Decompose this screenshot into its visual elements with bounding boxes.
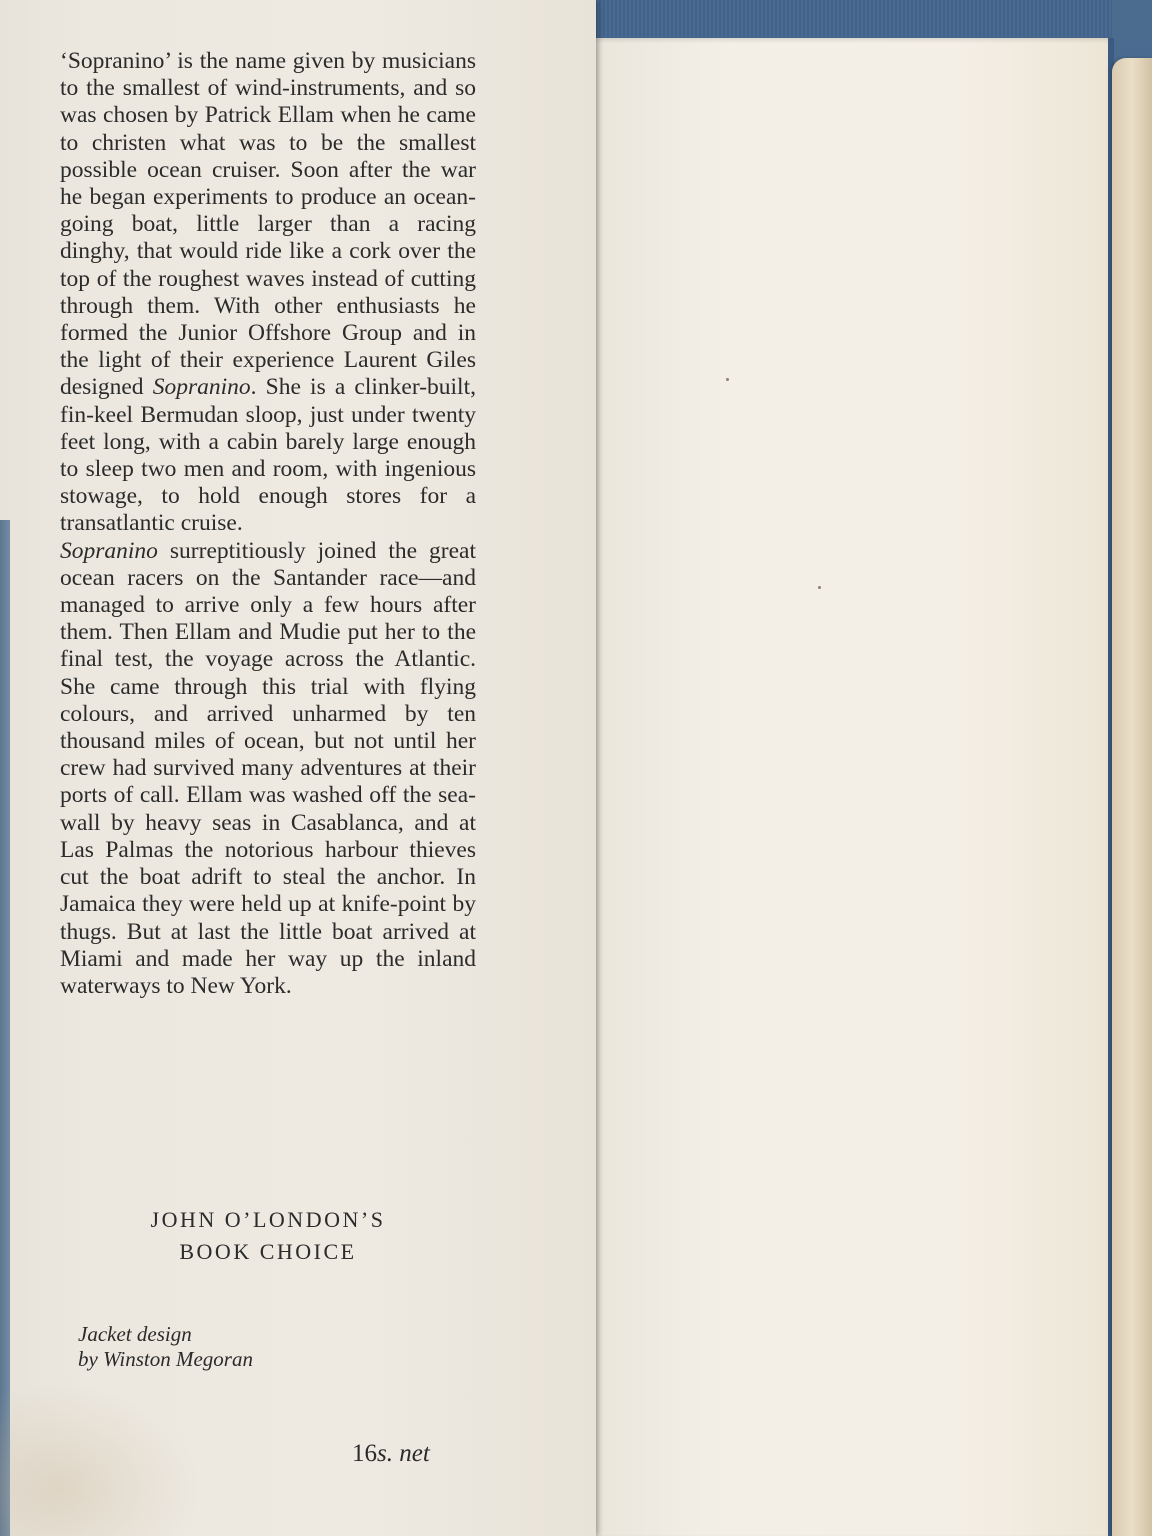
boat-name: Sopranino — [152, 374, 251, 401]
flap-stain — [0, 1380, 200, 1536]
blurb-text: . She is a clinker-built, fin-keel Bermudan sloop, just under twenty feet long, with a cabin barely large enough to sleep two men and room, with ingenious stowage, to hold enough stores for a transatlantic cruise. — [60, 374, 476, 537]
blurb-paragraph-1 — [60, 48, 476, 538]
jacket-design-credit — [78, 1322, 253, 1372]
blurb-paragraph-2 — [60, 538, 476, 1000]
rear-jacket-flap-edge — [1112, 58, 1152, 1536]
blurb-text: ‘Sopranino’ is the name given by musicians to the smallest of wind-instruments, and so was chosen by Patrick Ellam when he came to christen what was to be the smallest possible ocean cruiser. Soon after the war he began experiments to produce an ocean-going boat, little larger than a racing dinghy, that would ride like a cork over the top of the roughest waves instead of cutting through them. With other enthusiasts he formed the Junior Offshore Group and in the light of their experience Laurent Giles designed — [60, 48, 476, 401]
blank-endpaper — [596, 38, 1110, 1536]
paper-speck — [726, 378, 729, 381]
book-choice-line-2: BOOK CHOICE — [179, 1239, 357, 1264]
price-suffix: s. net — [377, 1440, 430, 1467]
boat-name: Sopranino — [60, 537, 158, 564]
blurb-text: surreptitiously joined the great ocean racers on the Santander race—and managed to arrive only a few hours after them. Then Ellam and Mudie put her to the final test, the voyage across the Atlantic. She came through this trial with flying colours, and arrived unharmed by ten thousand miles of ocean, but not until her crew had survived many adventures at their ports of call. Ellam was washed off the sea-wall by heavy seas in Casablanca, and at Las Palmas the notorious harbour thieves cut the boat adrift to steal the anchor. In Jamaica they were held up at knife-point by thugs. But at last the little boat arrived at Miami and made her way up the inland waterways to New York. — [60, 537, 476, 999]
price-number: 16 — [352, 1440, 377, 1467]
credit-line-1: Jacket design — [78, 1322, 192, 1346]
credit-line-2: by Winston Megoran — [78, 1347, 253, 1371]
flap-blurb — [60, 48, 476, 1000]
price-label — [352, 1440, 430, 1468]
book-choice-line-1: JOHN O’LONDON’S — [150, 1207, 386, 1232]
paper-speck — [818, 586, 821, 589]
board-top-edge — [592, 0, 1112, 40]
book-choice-label — [60, 1204, 476, 1268]
